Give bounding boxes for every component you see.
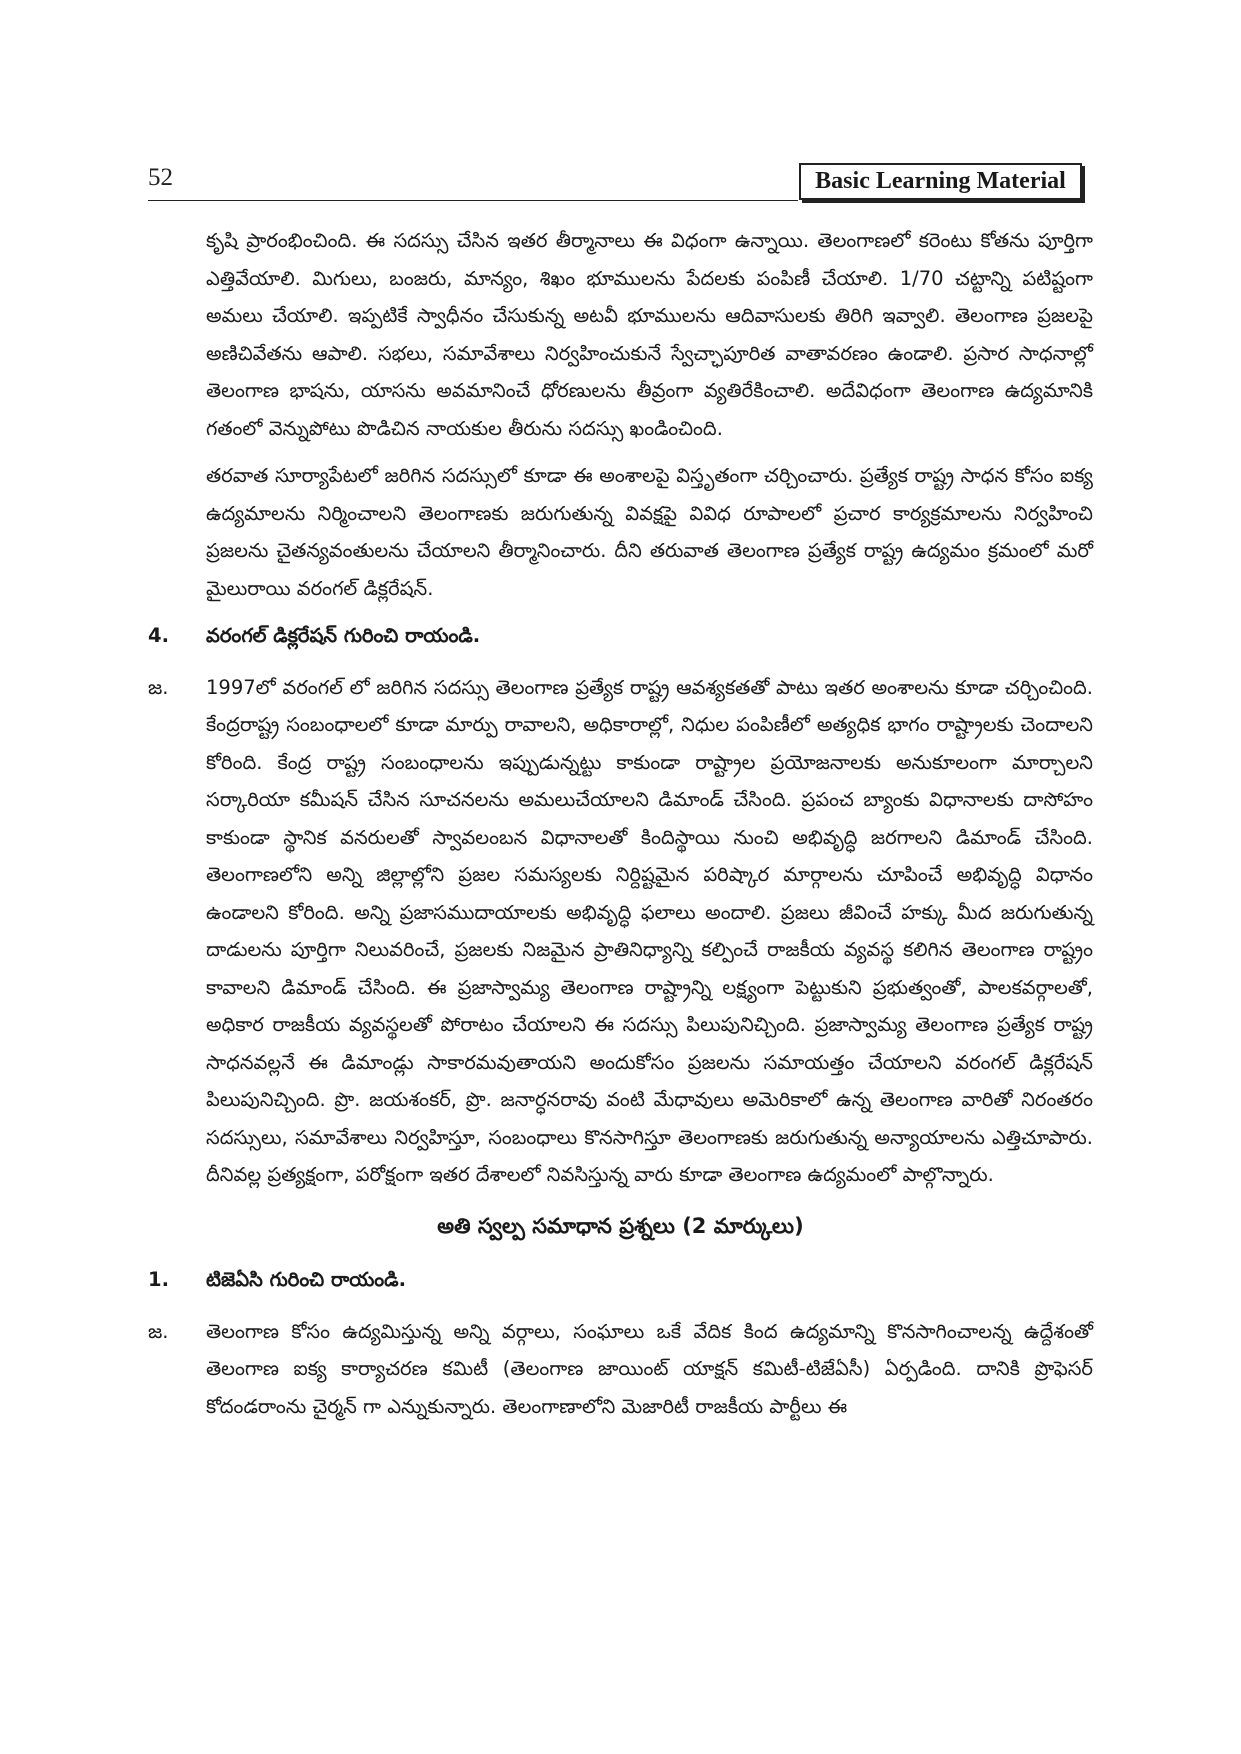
- page-body: [148, 222, 1093, 1435]
- header-rule: [148, 200, 798, 201]
- question-number: 1.: [148, 1268, 169, 1291]
- question-text: వరంగల్ డిక్లరేషన్ గురించి రాయండి.: [206, 624, 481, 647]
- answer-4: [148, 669, 1093, 1194]
- question-number: 4.: [148, 624, 169, 647]
- question-1: [148, 1261, 1093, 1299]
- answer-text: 1997లో వరంగల్ లో జరిగిన సదస్సు తెలంగాణ ప్రత్యేక రాష్ట్ర ఆవశ్యకతతో పాటు ఇతర అంశాలను కూడా చర్చించింది. కేంద్రరాష్ట్ర సంబంధాలలో కూడా మార్పు రావాలని, అధికారాల్లో, నిధుల పంపిణీలో అత్యధిక భాగం రాష్ట్రాలకు చెందాలని కోరింది. కేంద్ర రాష్ట్ర సంబంధాలను ఇప్పుడున్నట్టు కాకుండా రాష్ట్రాల ప్రయోజనాలకు అనుకూలంగా మార్చాలని సర్కారియా కమీషన్ చేసిన సూచనలను అమలుచేయాలని డిమాండ్ చేసింది. ప్రపంచ బ్యాంకు విధానాలకు దాసోహం కాకుండా స్థానిక వనరులతో స్వావలంబన విధానాలతో కిందిస్థాయి నుంచి అభివృద్ధి జరగాలని డిమాండ్ చేసింది. తెలంగాణలోని అన్ని జిల్లాల్లోని ప్రజల సమస్యలకు నిర్దిష్టమైన పరిష్కార మార్గాలను చూపించే అభివృద్ధి విధానం ఉండాలని కోరింది. అన్ని ప్రజాసముదాయాలకు అభివృద్ధి ఫలాలు అందాలి. ప్రజలు జీవించే హక్కు మీద జరుగుతున్న దాడులను పూర్తిగా నిలువరించే, ప్రజలకు నిజమైన ప్రాతినిధ్యాన్ని కల్పించే రాజకీయ వ్యవస్థ కలిగిన తెలంగాణ రాష్ట్రం కావాలని డిమాండ్ చేసింది. ఈ ప్రజాస్వామ్య తెలంగాణ రాష్ట్రాన్ని లక్ష్యంగా పెట్టుకుని ప్రభుత్వంతో, పాలకవర్గాలతో, అధికార రాజకీయ వ్యవస్థలతో పోరాటం చేయాలని ఈ సదస్సు పిలుపునిచ్చింది. ప్రజాస్వామ్య తెలంగాణ ప్రత్యేక రాష్ట్ర సాధనవల్లనే ఈ డిమాండ్లు సాకారమవుతాయని అందుకోసం ప్రజలను సమాయత్తం చేయాలని వరంగల్ డిక్లరేషన్ పిలుపునిచ్చింది. ప్రొ. జయశంకర్, ప్రొ. జనార్ధనరావు వంటి మేధావులు అమెరికాలో ఉన్న తెలంగాణ వారితో నిరంతరం సదస్సులు, సమావేశాలు నిర్వహిస్తూ, సంబంధాలు కొనసాగిస్తూ తెలంగాణకు జరుగుతున్న అన్యాయాలను ఎత్తిచూపారు. దీనివల్ల ప్రత్యక్షంగా, పరోక్షంగా ఇతర దేశాలలో నివసిస్తున్న వారు కూడా తెలంగాణ ఉద్యమంలో పాల్గొన్నారు.: [206, 675, 1093, 1186]
- answer-marker: జ.: [148, 675, 169, 699]
- answer-text: తెలంగాణ కోసం ఉద్యమిస్తున్న అన్ని వర్గాలు, సంఘాలు ఒకే వేదిక కింద ఉద్యమాన్ని కొనసాగించాలన్న ఉద్దేశంతో తెలంగాణ ఐక్య కార్యాచరణ కమిటీ (తెలంగాణ జాయింట్ యాక్షన్ కమిటీ-టిజేఏసీ) ఏర్పడింది. దానికి ప్రొఫెసర్ కోదండరాంను చైర్మన్ గా ఎన్నుకున్నారు. తెలంగాణాలోని మెజారిటీ రాజకీయ పార్టీలు ఈ: [206, 1319, 1093, 1418]
- question-text: టిజెఏసి గురించి రాయండి.: [206, 1268, 407, 1291]
- section-heading: అతి స్వల్ప సమాధాన ప్రశ్నలు (2 మార్కులు): [437, 1213, 804, 1238]
- question-4: [148, 617, 1093, 655]
- paragraph: కృషి ప్రారంభించింది. ఈ సదస్సు చేసిన ఇతర తీర్మానాలు ఈ విధంగా ఉన్నాయి. తెలంగాణలో కరెంటు కోతను పూర్తిగా ఎత్తివేయాలి. మిగులు, బంజరు, మాన్యం, శిఖం భూములను పేదలకు పంపిణీ చేయాలి. 1/70 చట్టాన్ని పటిష్టంగా అమలు చేయాలి. ఇప్పటికే స్వాధీనం చేసుకున్న అటవీ భూములను ఆదివాసులకు తిరిగి ఇవ్వాలి. తెలంగాణ ప్రజలపై అణిచివేతను ఆపాలి. సభలు, సమావేశాలు నిర్వహించుకునే స్వేచ్ఛాపూరిత వాతావరణం ఉండాలి. ప్రసార సాధనాల్లో తెలంగాణ భాషను, యాసను అవమానించే ధోరణులను తీవ్రంగా వ్యతిరేకించాలి. అదేవిధంగా తెలంగాణ ఉద్యమానికి గతంలో వెన్నుపోటు పొడిచిన నాయకుల తీరును సదస్సు ఖండించింది.: [206, 229, 1093, 440]
- answer-marker: జ.: [148, 1319, 169, 1343]
- book-title: Basic Learning Material: [815, 168, 1066, 194]
- book-title-box: [799, 163, 1082, 200]
- paragraph: తరవాత సూర్యాపేటలో జరిగిన సదస్సులో కూడా ఈ అంశాలపై విస్తృతంగా చర్చించారు. ప్రత్యేక రాష్ట్ర సాధన కోసం ఐక్య ఉద్యమాలను నిర్మించాలని తెలంగాణకు జరుగుతున్న వివక్షపై వివిధ రూపాలలో ప్రచార కార్యక్రమాలను నిర్వహించి ప్రజలను చైతన్యవంతులను చేయాలని తీర్మానించారు. దీని తరువాత తెలంగాణ ప్రత్యేక రాష్ట్ర ఉద్యమం క్రమంలో మరో మైలురాయి వరంగల్ డిక్లరేషన్.: [206, 464, 1093, 600]
- page-number: 52: [148, 164, 173, 191]
- answer-1: [148, 1313, 1093, 1426]
